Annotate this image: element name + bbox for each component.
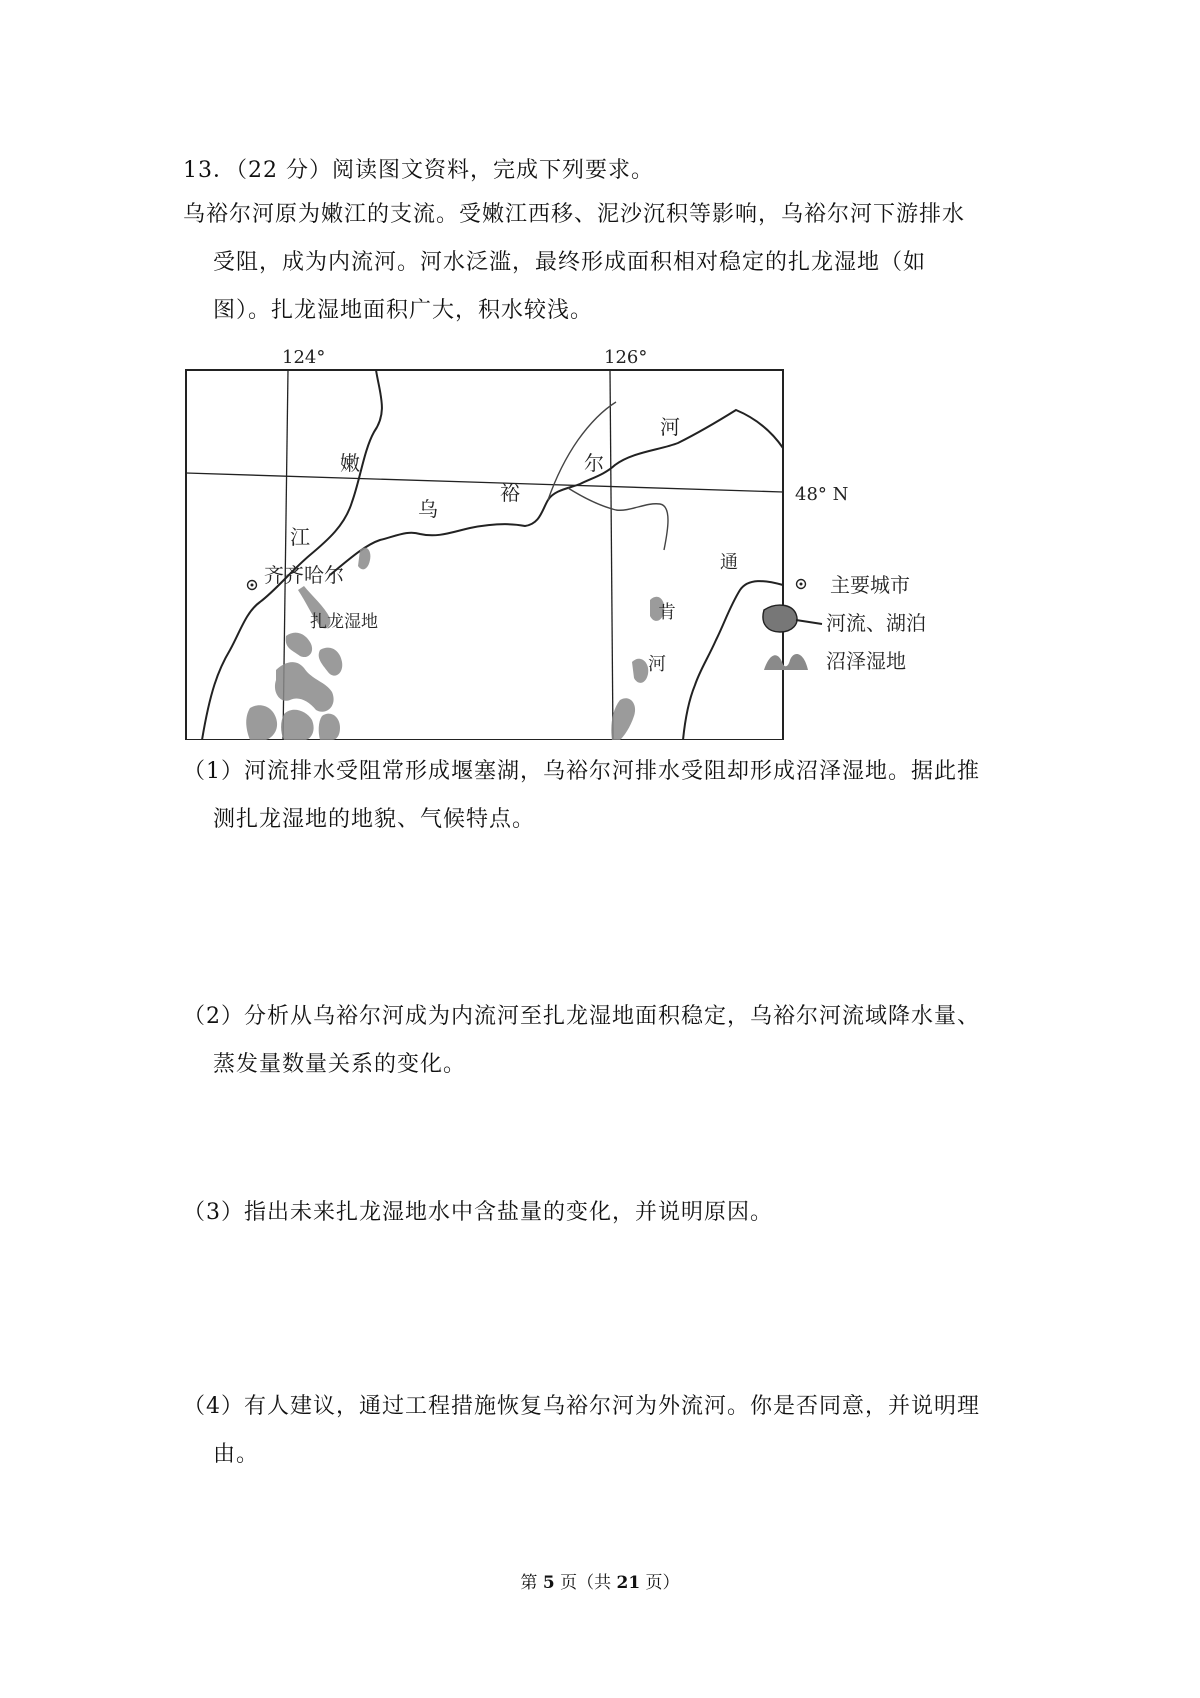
label-wu: 乌 — [418, 497, 438, 521]
subquestion-2-line-1: （2）分析从乌裕尔河成为内流河至扎龙湿地面积稳定，乌裕尔河流域降水量、 — [183, 1004, 980, 1029]
city-qiqihar-center — [251, 584, 254, 587]
label-nen: 嫩 — [340, 451, 360, 475]
label-qiqihar: 齐齐哈尔 — [264, 563, 344, 587]
legend-marsh-label: 沼泽湿地 — [826, 649, 906, 673]
lat-label-48n: 48° N — [795, 484, 849, 505]
zhalong-map — [180, 340, 1060, 740]
subquestion-1-line-1: （1）河流排水受阻常形成堰塞湖，乌裕尔河排水受阻却形成沼泽湿地。据此推 — [183, 759, 980, 784]
subquestion-1-line-2: 测扎龙湿地的地貌、气候特点。 — [213, 807, 536, 832]
page-footer — [0, 1568, 1200, 1593]
legend-marsh-icon — [764, 654, 808, 670]
footer-total-pages: 21 — [616, 1573, 641, 1593]
question-title: 13．（22 分）阅读图文资料，完成下列要求。 — [183, 158, 654, 183]
footer-suffix: 页） — [640, 1573, 680, 1593]
label-ken: 肯 — [658, 602, 676, 623]
label-he-bottom: 河 — [648, 654, 666, 675]
tongken-river — [683, 581, 783, 740]
footer-prefix: 第 — [520, 1573, 543, 1593]
legend-river-lake-icon — [763, 605, 797, 632]
footer-mid: 页（共 — [554, 1573, 617, 1593]
meridian-126 — [610, 370, 613, 740]
label-jiang: 江 — [290, 525, 310, 549]
label-tong: 通 — [720, 552, 738, 573]
subquestion-4-line-2: 由。 — [213, 1442, 260, 1467]
subquestion-4-line-1: （4）有人建议，通过工程措施恢复乌裕尔河为外流河。你是否同意，并说明理 — [183, 1394, 980, 1419]
lon-label-124: 124° — [282, 347, 326, 368]
label-yu: 裕 — [500, 481, 520, 505]
map-legend — [763, 573, 926, 673]
intro-line-3: 图）。扎龙湿地面积广大，积水较浅。 — [213, 298, 594, 323]
intro-line-1: 乌裕尔河原为嫩江的支流。受嫩江西移、泥沙沉积等影响，乌裕尔河下游排水 — [183, 202, 966, 227]
label-er: 尔 — [584, 451, 604, 475]
parallel-48n — [186, 473, 783, 492]
lon-label-126: 126° — [604, 347, 648, 368]
label-he-top: 河 — [660, 415, 680, 439]
intro-line-2: 受阻，成为内流河。河水泛滥，最终形成面积相对稳定的扎龙湿地（如 — [213, 250, 927, 275]
footer-page-number: 5 — [542, 1573, 555, 1593]
subquestion-2-line-2: 蒸发量数量关系的变化。 — [213, 1052, 467, 1077]
subquestion-3-line-1: （3）指出未来扎龙湿地水中含盐量的变化，并说明原因。 — [183, 1200, 773, 1225]
legend-river-lake-label: 河流、湖泊 — [826, 611, 926, 635]
wuyuer-river — [330, 410, 783, 575]
wuyuer-tributary-east — [568, 488, 668, 550]
label-zhalong-wetland: 扎龙湿地 — [310, 612, 378, 632]
legend-city-label: 主要城市 — [830, 573, 910, 597]
